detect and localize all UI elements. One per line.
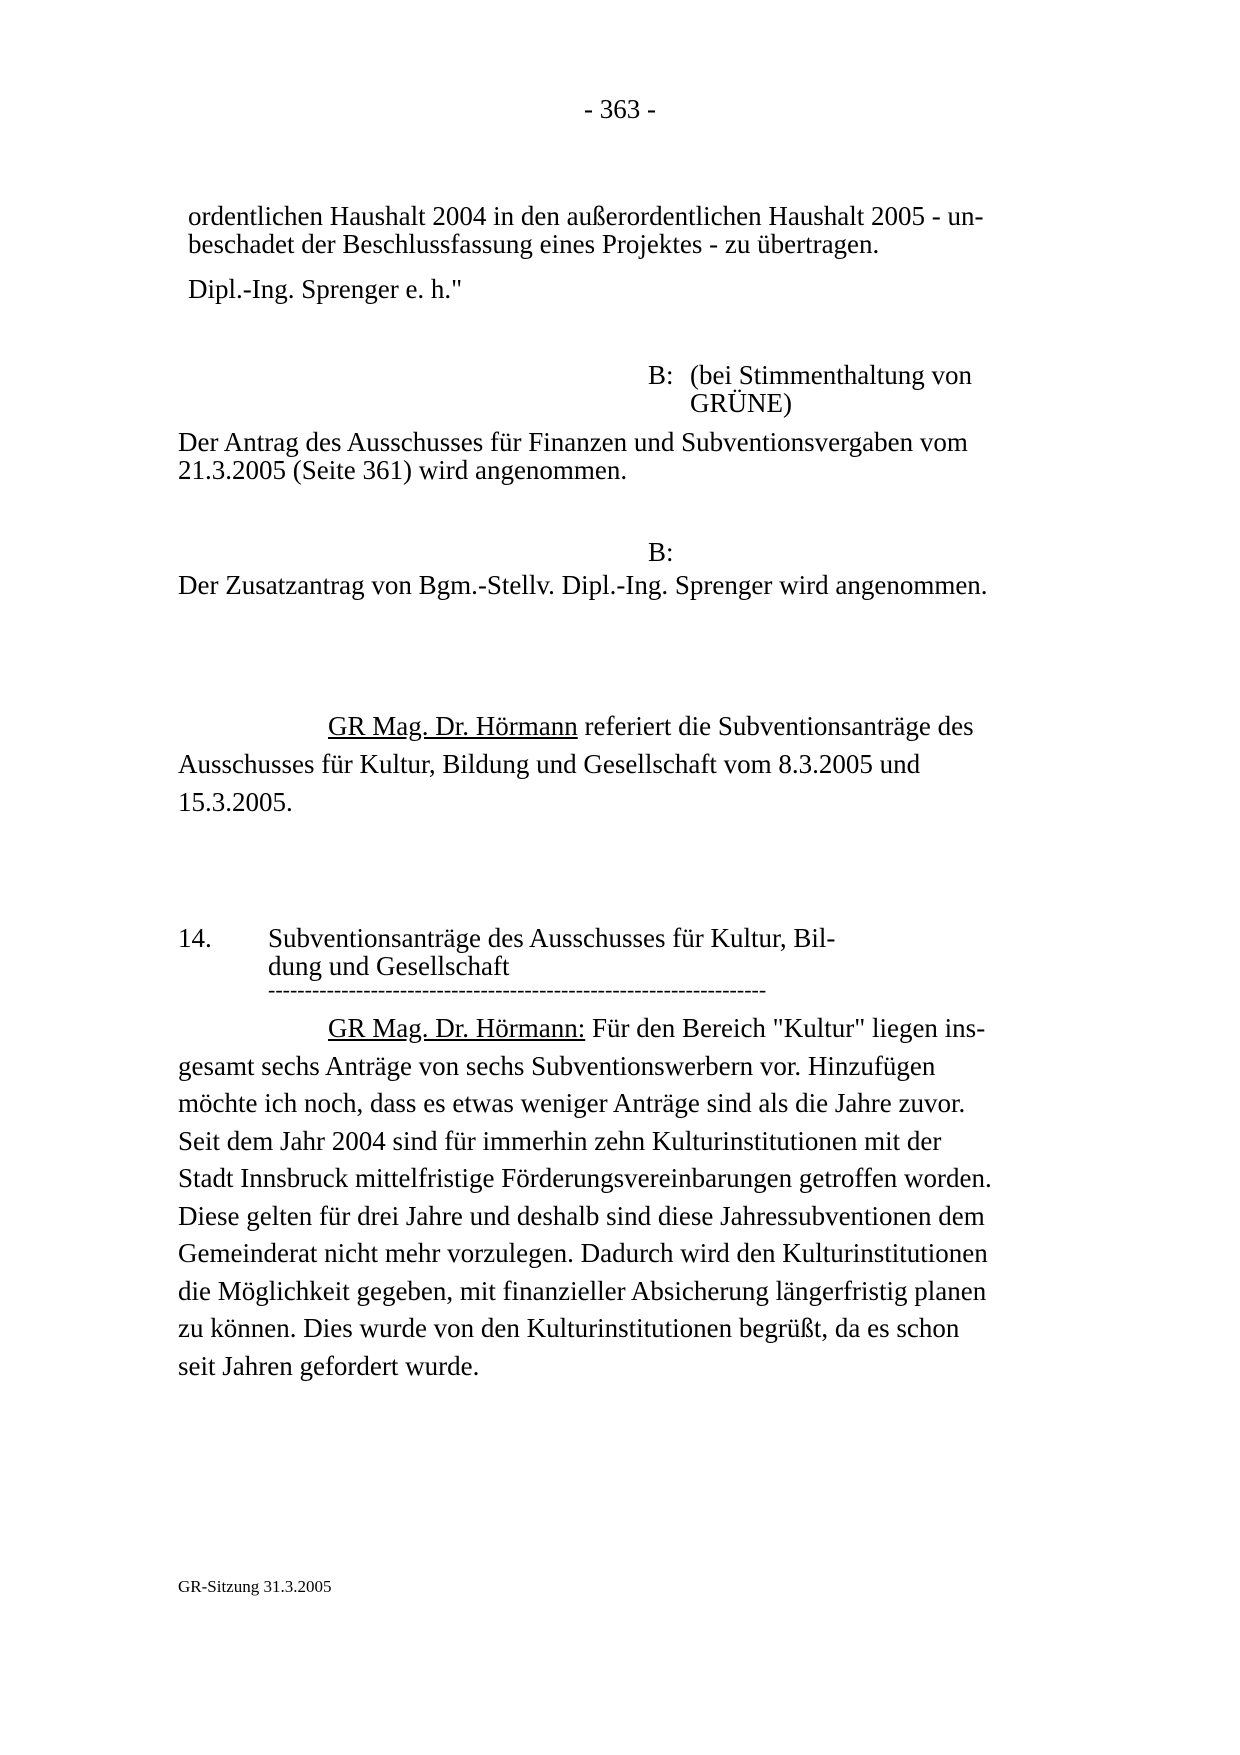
text-line: Subventionsanträge des Ausschusses für Kultur, Bil- [268, 923, 836, 953]
resolution-text [178, 428, 1068, 484]
text-line: Seit dem Jahr 2004 sind für immerhin zehn Kulturinstitutionen mit der [178, 1125, 942, 1156]
text-fragment: referiert die Subventionsanträge des [577, 711, 974, 741]
text-line: Stadt Innsbruck mittelfristige Förderungsvereinbarungen getroffen worden. [178, 1163, 992, 1193]
resolution-label: B: [648, 360, 674, 390]
text-line: 21.3.2005 (Seite 361) wird angenommen. [178, 455, 628, 485]
text-line: seit Jahren gefordert wurde. [178, 1350, 480, 1381]
text-line: GRÜNE) [690, 388, 792, 418]
resolution-label: B: [648, 537, 674, 567]
text-line: Der Antrag des Ausschusses für Finanzen und Subventionsvergaben vom [178, 427, 968, 457]
text-line: Diese gelten für drei Jahre und deshalb sind diese Jahressubventionen dem [178, 1200, 985, 1231]
text-line [178, 1010, 1068, 1048]
text-line: beschadet der Beschlussfassung eines Projektes - zu übertragen. [188, 229, 880, 259]
text-line: die Möglichkeit gegeben, mit finanzieller Absicherung längerfristig planen [178, 1275, 987, 1306]
agenda-item-title [268, 924, 918, 980]
text-line: 15.3.2005. [178, 787, 293, 817]
text-line: zu können. Dies wurde von den Kulturinstitutionen begrüßt, da es schon [178, 1313, 960, 1343]
text-line: gesamt sechs Anträge von sechs Subventionswerbern vor. Hinzufügen [178, 1050, 936, 1081]
text-line: ordentlichen Haushalt 2004 in den außerordentlichen Haushalt 2005 - un- [188, 201, 984, 231]
text-fragment: Für den Bereich "Kultur" liegen ins- [585, 1013, 986, 1043]
text-line [178, 707, 1078, 745]
agenda-item-number: 14. [178, 923, 212, 953]
referral-paragraph [178, 707, 1078, 821]
text-line: Ausschusses für Kultur, Bildung und Gesellschaft vom 8.3.2005 und [178, 749, 921, 779]
continuation-paragraph [188, 202, 1068, 258]
dashed-rule: -------------------------------------------------------------------- [268, 978, 767, 1002]
signature-line: Dipl.-Ing. Sprenger e. h." [188, 274, 463, 304]
resolution-text: Der Zusatzantrag von Bgm.-Stellv. Dipl.-Ing. Sprenger wird angenommen. [178, 570, 988, 600]
text-line: dung und Gesellschaft [268, 951, 510, 981]
text-line: Gemeinderat nicht mehr vorzulegen. Dadurch wird den Kulturinstitutionen [178, 1238, 988, 1268]
text-line: möchte ich noch, dass es etwas weniger Anträge sind als die Jahre zuvor. [178, 1088, 966, 1118]
page-footer: GR-Sitzung 31.3.2005 [178, 1577, 332, 1596]
page-number: - 363 - [584, 94, 656, 124]
text-line: (bei Stimmenthaltung von [690, 360, 972, 390]
speech-paragraph [178, 1010, 1068, 1385]
speaker-name: GR Mag. Dr. Hörmann: [328, 1013, 586, 1043]
speaker-name: GR Mag. Dr. Hörmann [328, 711, 578, 741]
abstention-note [690, 361, 1020, 417]
